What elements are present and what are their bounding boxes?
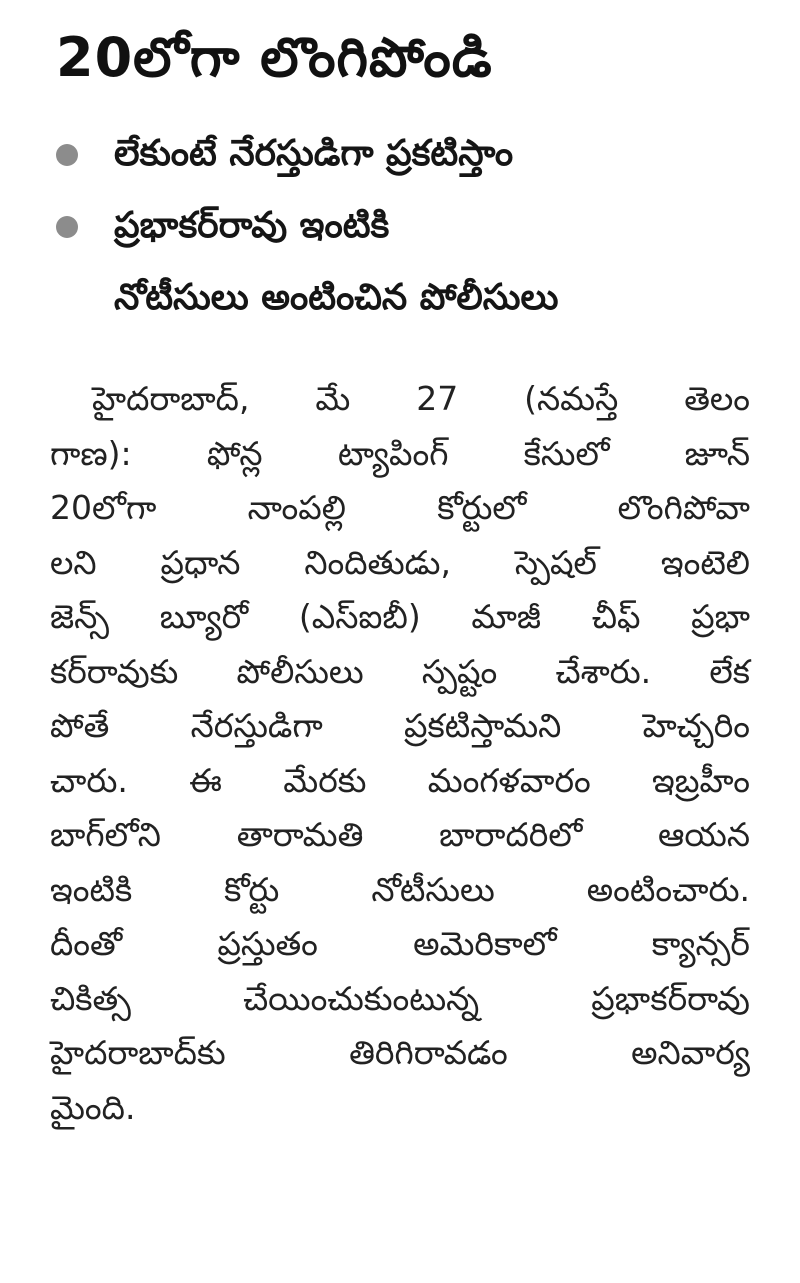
body-line: మైంది.: [50, 1087, 136, 1127]
subheadline-list: [48, 118, 768, 334]
body-line: 20లోగా నాంపల్లి కోర్టులో లొంగిపోవా: [50, 488, 750, 527]
bullet-dot-icon: [56, 144, 78, 166]
subheadline-text: లేకుంటే నేరస్తుడిగా ప్రకటిస్తాం: [114, 133, 514, 174]
headline: 20లోగా లొంగిపోండి: [56, 26, 493, 89]
subheadline-item: [48, 190, 768, 334]
body-line: లని ప్రధాన నిందితుడు, స్పెషల్ ఇంటెలి: [50, 542, 750, 582]
body-line: కర్‌రావుకు పోలీసులు స్పష్టం చేశారు. లేక: [50, 651, 750, 691]
body-line: హైదరాబాద్, మే 27 (నమస్తే తెలం: [92, 379, 750, 418]
body-line: చారు. ఈ మేరకు మంగళవారం ఇబ్రహీం: [50, 760, 750, 800]
body-line: ఇంటికి కోర్టు నోటీసులు అంటించారు.: [50, 869, 750, 909]
body-line: పోతే నేరస్తుడిగా ప్రకటిస్తామని హెచ్చరిం: [50, 706, 750, 745]
body-line: హైదరాబాద్‌కు తిరిగిరావడం అనివార్య: [50, 1033, 750, 1072]
bullet-dot-icon: [56, 216, 78, 238]
body-line: గాణ): ఫోన్ల ట్యాపింగ్ కేసులో జూన్: [50, 433, 750, 473]
body-line: చికిత్స చేయించుకుంటున్న ప్రభాకర్‌రావు: [50, 978, 750, 1018]
body-line: దీంతో ప్రస్తుతం అమెరికాలో క్యాన్సర్: [50, 924, 750, 963]
subheadline-item: [48, 118, 768, 190]
subheadline-text: నోటీసులు అంటించిన పోలీసులు: [114, 277, 559, 318]
body-line: జెన్స్ బ్యూరో (ఎస్ఐబీ) మాజీ చీఫ్ ప్రభా: [50, 597, 750, 636]
article-body: [50, 372, 750, 1135]
subheadline-text: ప్రభాకర్‌రావు ఇంటికి: [114, 205, 390, 246]
body-line: బాగ్‌లోని తారామతి బారాదరిలో ఆయన: [50, 815, 750, 854]
